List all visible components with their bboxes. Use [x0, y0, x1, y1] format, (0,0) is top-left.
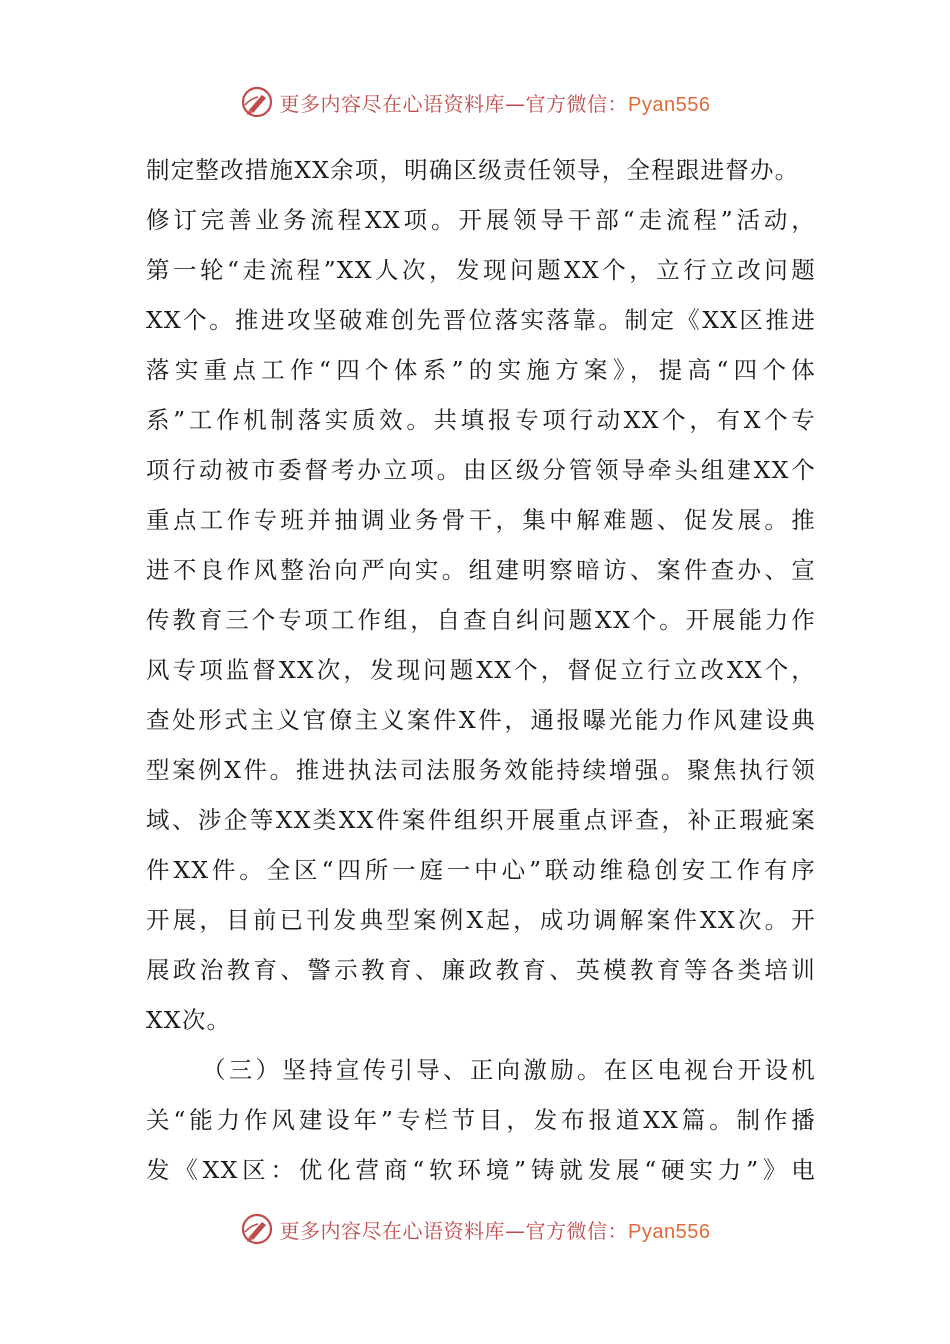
text-line: 项行动被市委督考办立项。由区级分管领导牵头组建XX个: [146, 456, 816, 484]
text-line: 查处形式主义官僚主义案件X件，通报曝光能力作风建设典: [146, 706, 816, 734]
text-line: XX次。: [146, 1006, 232, 1034]
text-line: 展政治教育、警示教育、廉政教育、英模教育等各类培训: [146, 956, 816, 984]
text-line: 开展，目前已刊发典型案例X起，成功调解案件XX次。开: [146, 906, 816, 934]
text-line: 发《XX区：优化营商“软环境”铸就发展“硬实力”》电: [146, 1156, 816, 1184]
text-line: 域、涉企等XX类XX件案件组织开展重点评查，补正瑕疵案: [146, 806, 816, 834]
text-line: 修订完善业务流程XX项。开展领导干部“走流程”活动，: [146, 206, 816, 234]
text-line: 落实重点工作“四个体系”的实施方案》，提高“四个体: [146, 356, 816, 384]
document-body: [146, 145, 816, 1195]
text-line: 关“能力作风建设年”专栏节目，发布报道XX篇。制作播: [146, 1106, 816, 1134]
pen-logo-icon: [240, 85, 274, 119]
watermark-text: 更多内容尽在心语资料库—官方微信：Pyan556: [279, 91, 711, 116]
footer-watermark: [0, 1209, 950, 1249]
header-watermark: [0, 82, 950, 122]
text-line: 进不良作风整治向严向实。组建明察暗访、案件查办、宣: [146, 556, 816, 584]
pen-logo-icon: [240, 1212, 274, 1246]
text-line: 传教育三个专项工作组，自查自纠问题XX个。开展能力作: [146, 606, 816, 634]
text-line: 风专项监督XX次，发现问题XX个，督促立行立改XX个，: [146, 656, 816, 684]
text-line: 第一轮“走流程”XX人次，发现问题XX个，立行立改问题: [146, 256, 816, 284]
text-line: 制定整改措施XX余项，明确区级责任领导，全程跟进督办。: [146, 156, 800, 184]
text-line: 重点工作专班并抽调业务骨干，集中解难题、促发展。推: [146, 506, 816, 534]
text-line: 型案例X件。推进执法司法服务效能持续增强。聚焦执行领: [146, 756, 816, 784]
watermark-text: 更多内容尽在心语资料库—官方微信：Pyan556: [279, 1218, 711, 1243]
section-heading-line: （三）坚持宣传引导、正向激励。在区电视台开设机: [202, 1056, 816, 1084]
text-line: 件XX件。全区“四所一庭一中心”联动维稳创安工作有序: [146, 856, 816, 884]
text-line: 系”工作机制落实质效。共填报专项行动XX个，有X个专: [146, 406, 816, 434]
text-line: XX个。推进攻坚破难创先晋位落实落靠。制定《XX区推进: [146, 306, 816, 334]
